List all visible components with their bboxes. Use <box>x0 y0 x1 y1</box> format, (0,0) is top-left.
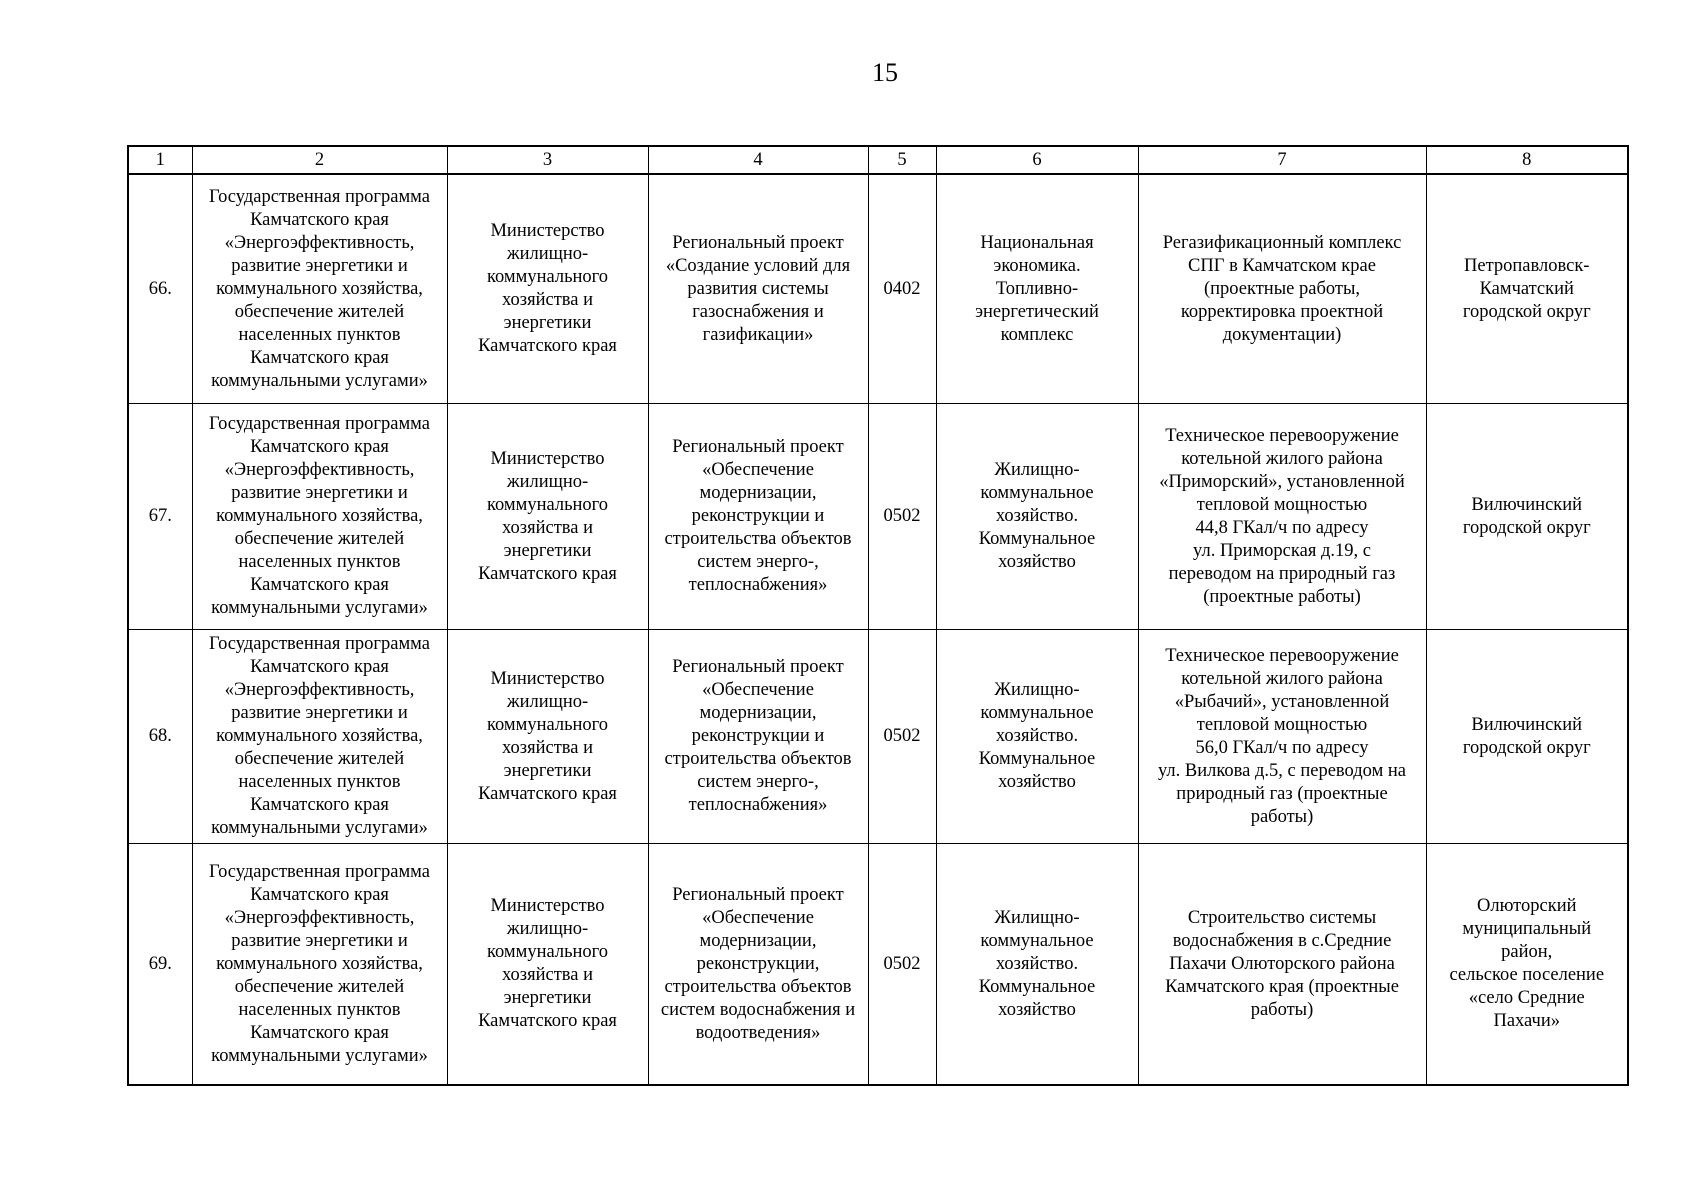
row-number-cell: 68. <box>128 630 192 844</box>
code-cell: 0502 <box>868 844 936 1086</box>
ministry-cell: Министерство жилищно- коммунального хозяйства и энергетики Камчатского края <box>447 404 648 630</box>
row-number-cell: 66. <box>128 174 192 404</box>
table-row <box>128 404 1628 630</box>
program-cell: Государственная программа Камчатского края «Энергоэффективность, развитие энергетики и коммунального хозяйства, обеспечение жителей населенных пунктов Камчатского края коммунальными услугами» <box>192 630 447 844</box>
location-cell: Олюторский муниципальный район, сельское поселение «село Средние Пахачи» <box>1426 844 1628 1086</box>
column-header-8: 8 <box>1426 146 1628 174</box>
column-header-2: 2 <box>192 146 447 174</box>
table-row <box>128 630 1628 844</box>
project-cell: Региональный проект «Обеспечение модернизации, реконструкции и строительства объектов систем энерго-, теплоснабжения» <box>648 630 868 844</box>
project-cell: Региональный проект «Создание условий для развития системы газоснабжения и газификации» <box>648 174 868 404</box>
column-header-4: 4 <box>648 146 868 174</box>
project-cell: Региональный проект «Обеспечение модернизации, реконструкции, строительства объектов систем водоснабжения и водоотведения» <box>648 844 868 1086</box>
location-cell: Вилючинский городской округ <box>1426 630 1628 844</box>
column-header-7: 7 <box>1138 146 1426 174</box>
sector-cell: Жилищно- коммунальное хозяйство. Коммунальное хозяйство <box>936 404 1138 630</box>
row-number-cell: 67. <box>128 404 192 630</box>
program-cell: Государственная программа Камчатского края «Энергоэффективность, развитие энергетики и коммунального хозяйства, обеспечение жителей населенных пунктов Камчатского края коммунальными услугами» <box>192 404 447 630</box>
page-number: 15 <box>872 58 898 87</box>
location-cell: Петропавловск- Камчатский городской округ <box>1426 174 1628 404</box>
ministry-cell: Министерство жилищно- коммунального хозяйства и энергетики Камчатского края <box>447 844 648 1086</box>
table-row <box>128 844 1628 1086</box>
table-row <box>128 174 1628 404</box>
object-cell: Строительство системы водоснабжения в с.Средние Пахачи Олюторского района Камчатского края (проектные работы) <box>1138 844 1426 1086</box>
location-cell: Вилючинский городской округ <box>1426 404 1628 630</box>
ministry-cell: Министерство жилищно- коммунального хозяйства и энергетики Камчатского края <box>447 174 648 404</box>
column-header-1: 1 <box>128 146 192 174</box>
code-cell: 0402 <box>868 174 936 404</box>
sector-cell: Жилищно- коммунальное хозяйство. Коммунальное хозяйство <box>936 844 1138 1086</box>
sector-cell: Жилищно- коммунальное хозяйство. Коммунальное хозяйство <box>936 630 1138 844</box>
object-cell: Регазификационный комплекс СПГ в Камчатском крае (проектные работы, корректировка проектной документации) <box>1138 174 1426 404</box>
object-cell: Техническое перевооружение котельной жилого района «Рыбачий», установленной тепловой мощностью 56,0 ГКал/ч по адресу ул. Вилкова д.5, с переводом на природный газ (проектные работы) <box>1138 630 1426 844</box>
program-cell: Государственная программа Камчатского края «Энергоэффективность, развитие энергетики и коммунального хозяйства, обеспечение жителей населенных пунктов Камчатского края коммунальными услугами» <box>192 844 447 1086</box>
object-cell: Техническое перевооружение котельной жилого района «Приморский», установленной тепловой мощностью 44,8 ГКал/ч по адресу ул. Приморская д.19, с переводом на природный газ (проектные работы) <box>1138 404 1426 630</box>
column-header-3: 3 <box>447 146 648 174</box>
column-header-6: 6 <box>936 146 1138 174</box>
investment-objects-table <box>127 145 1629 1086</box>
ministry-cell: Министерство жилищно- коммунального хозяйства и энергетики Камчатского края <box>447 630 648 844</box>
program-cell: Государственная программа Камчатского края «Энергоэффективность, развитие энергетики и коммунального хозяйства, обеспечение жителей населенных пунктов Камчатского края коммунальными услугами» <box>192 174 447 404</box>
table-header-row <box>128 146 1628 174</box>
sector-cell: Национальная экономика. Топливно- энергетический комплекс <box>936 174 1138 404</box>
column-header-5: 5 <box>868 146 936 174</box>
project-cell: Региональный проект «Обеспечение модернизации, реконструкции и строительства объектов систем энерго-, теплоснабжения» <box>648 404 868 630</box>
code-cell: 0502 <box>868 630 936 844</box>
row-number-cell: 69. <box>128 844 192 1086</box>
code-cell: 0502 <box>868 404 936 630</box>
